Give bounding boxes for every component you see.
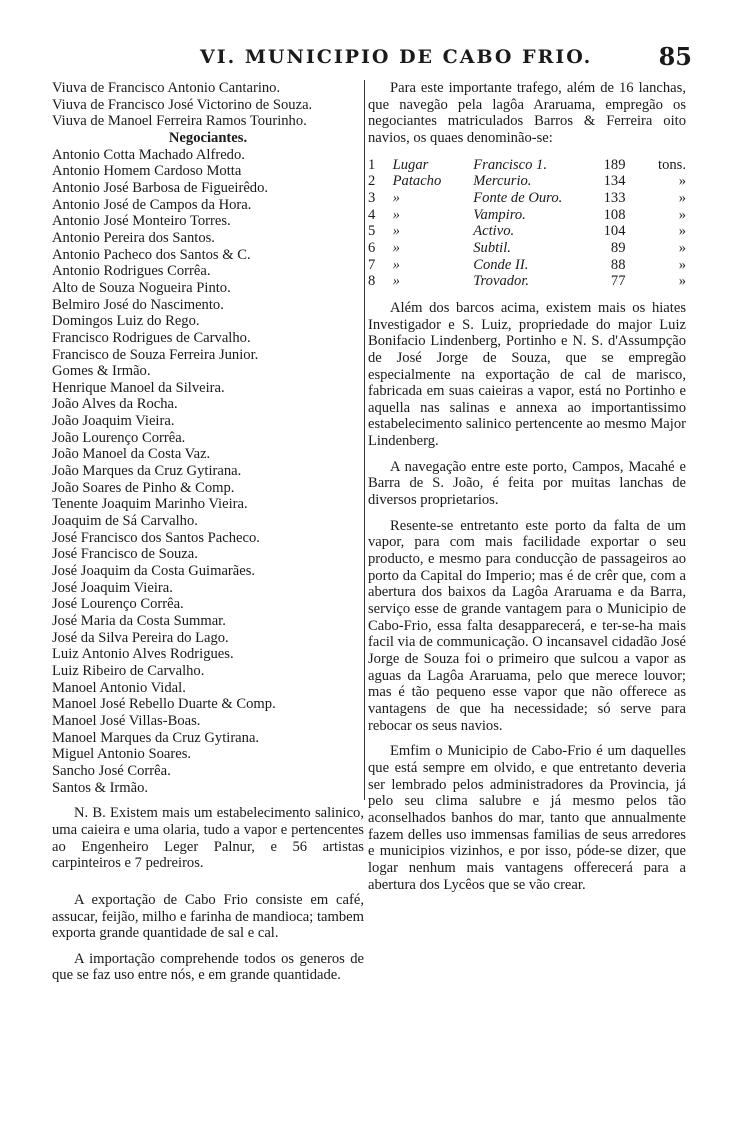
ship-unit: » [678, 256, 686, 273]
merchant-entry: Luiz Antonio Alves Rodrigues. [52, 646, 234, 663]
ship-name: Vampiro. [473, 206, 526, 223]
widows-list [52, 80, 364, 130]
ship-tonnage: 77 [610, 273, 626, 290]
closing-paragraph: Emfim o Municipio de Cabo-Frio é um daquelles que está sempre em olvido, e que entretanto deveria ser lembrado pelos administradores da Provincia, já pelo seu clima salubre e já mesmo pelos tão aconselhados banhos do mar, tanto que annualmente fazem delles uso immensas familias de seus arredores e municipios vizinhos, e por isso, póde-se dizer, que logar nenhum mais vantagens offerecerá para a abertura dos Lycêos que se vão crear. [368, 743, 686, 893]
import-paragraph: A importação comprehende todos os generos de que se faz uso entre nós, e em grande quantidade. [52, 950, 364, 984]
ship-number: 8 [368, 273, 376, 290]
widow-entry: Viuva de Francisco Antonio Cantarino. [52, 80, 281, 96]
ship-name: Francisco 1. [473, 156, 548, 173]
ship-type: » [392, 223, 400, 240]
merchant-entry: Francisco de Souza Ferreira Junior. [52, 346, 259, 363]
merchant-entry: Francisco Rodrigues de Carvalho. [52, 329, 251, 346]
merchant-entry: Antonio José de Campos da Hora. [52, 196, 252, 213]
merchant-entry: Antonio Pereira dos Santos. [52, 229, 215, 246]
merchant-entry: Tenente Joaquim Marinho Vieira. [52, 496, 248, 513]
ship-number: 4 [368, 206, 376, 223]
ship-unit: » [678, 239, 686, 256]
ship-unit: tons. [658, 156, 686, 173]
nb-paragraph: N. B. Existem mais um estabelecimento salinico, uma caieira e uma olaria, tudo a vapor e pertencentes ao Engenheiro Leger Palnur, e 56 artistas carpinteiros e 7 pedreiros. [52, 805, 364, 872]
merchant-entry: João Joaquim Vieira. [52, 413, 175, 430]
merchant-entry: Manoel Antonio Vidal. [52, 679, 186, 696]
page-number: 85 [658, 42, 692, 71]
merchant-entry: João Lourenço Corrêa. [52, 429, 186, 446]
merchant-entry: Antonio Pacheco dos Santos & C. [52, 246, 251, 263]
merchant-entry: João Soares de Pinho & Comp. [52, 479, 235, 496]
intro-paragraph: Para este importante trafego, além de 16 lanchas, que navegão pela lagôa Araruama, empregão os negociantes matriculados Barros & Ferreira oito navios, os quaes denominão-se: [368, 80, 686, 146]
merchant-entry: José da Silva Pereira do Lago. [52, 629, 229, 646]
ship-row [368, 190, 686, 207]
merchant-entry: João Manoel da Costa Vaz. [52, 446, 211, 463]
ship-unit: » [678, 173, 686, 190]
merchant-entry: Sancho José Corrêa. [52, 762, 171, 779]
merchant-entry: Belmiro José do Nascimento. [52, 296, 224, 313]
ship-row [368, 240, 686, 257]
merchant-entry: Santos & Irmão. [52, 779, 149, 796]
merchants-heading: Negociantes. [168, 129, 248, 146]
ship-name: Conde II. [473, 256, 529, 273]
merchant-entry: Alto de Souza Nogueira Pinto. [52, 279, 231, 296]
ship-type: » [392, 239, 400, 256]
merchant-entry: José Joaquim da Costa Guimarães. [52, 563, 256, 580]
merchant-entry: Domingos Luiz do Rego. [52, 313, 200, 330]
ship-number: 2 [368, 173, 376, 190]
ship-unit: » [678, 273, 686, 290]
merchant-entry: Henrique Manoel da Silveira. [52, 379, 225, 396]
merchant-entry: José Francisco dos Santos Pacheco. [52, 529, 260, 546]
page-header [52, 42, 692, 82]
merchant-entry: Manoel José Villas-Boas. [52, 712, 201, 729]
merchant-entry: João Alves da Rocha. [52, 396, 178, 413]
merchant-entry: Antonio Homem Cardoso Motta [52, 163, 242, 180]
ship-name: Fonte de Ouro. [473, 189, 563, 206]
merchant-entry: Antonio Rodrigues Corrêa. [52, 263, 211, 280]
ship-name: Trovador. [473, 273, 530, 290]
merchant-entry: José Lourenço Corrêa. [52, 596, 184, 613]
merchant-entry: Luiz Ribeiro de Carvalho. [52, 662, 205, 679]
widow-entry: Viuva de Francisco José Victorino de Souza. [52, 96, 313, 113]
ship-row [368, 157, 686, 174]
navigation-paragraph: A navegação entre este porto, Campos, Macahé e Barra de S. João, é feita por muitas lanchas de diversos proprietarios. [368, 458, 686, 509]
steamer-paragraph: Resente-se entretanto este porto da falta de um vapor, para com mais facilidade exportar o seu producto, e mesmo para conducção de passageiros ao porto da Capital do Imperio; mas é de crêr que, com a abertura dos baixos da Lagôa Araruama e da Barra, serviço esse de grande vantagem para o Municipio de Cabo-Frio, essa falta desapparecerá, e ter-se-ha mais facil via de communicação. O incansavel cidadão José Jorge de Souza foi o primeiro que sulcou a vapor as aguas da Lagôa Araruama, pelo que merece louvor; mas é tão pequeno esse vapor que não offerece as vantagens de que ha necessidade; só serve para rebocar os seus navios. [368, 517, 686, 734]
ship-number: 6 [368, 239, 376, 256]
ship-type: » [392, 206, 400, 223]
merchant-entry: Joaquim de Sá Carvalho. [52, 513, 198, 530]
ship-row [368, 207, 686, 224]
ship-row [368, 223, 686, 240]
export-paragraph: A exportação de Cabo Frio consiste em café, assucar, feijão, milho e farinha de mandioca; tambem exporta grande quantidade de sal e cal. [52, 891, 364, 942]
merchant-entry: Antonio Cotta Machado Alfredo. [52, 146, 245, 163]
ship-row [368, 173, 686, 190]
merchant-entry: Gomes & Irmão. [52, 363, 151, 380]
column-divider [364, 80, 365, 800]
ship-name: Activo. [473, 223, 515, 240]
right-column [368, 80, 686, 893]
ship-tonnage: 108 [603, 206, 626, 223]
ship-type: » [392, 189, 400, 206]
merchant-entry: Miguel Antonio Soares. [52, 746, 192, 763]
ship-type: Patacho [392, 173, 442, 190]
ship-number: 5 [368, 223, 376, 240]
ship-tonnage: 134 [603, 173, 626, 190]
merchants-list [52, 147, 364, 797]
ship-row [368, 273, 686, 290]
ship-tonnage: 88 [610, 256, 626, 273]
ship-type: » [392, 256, 400, 273]
page-title: VI. MUNICIPIO DE CABO FRIO. [200, 46, 593, 68]
ship-name: Subtil. [473, 239, 511, 256]
ships-table [368, 157, 686, 290]
ship-number: 7 [368, 256, 376, 273]
ship-name: Mercurio. [473, 173, 532, 190]
ship-type: » [392, 273, 400, 290]
widow-entry: Viuva de Manoel Ferreira Ramos Tourinho. [52, 113, 307, 130]
merchant-entry: João Marques da Cruz Gytirana. [52, 463, 242, 480]
merchant-entry: Manoel Marques da Cruz Gytirana. [52, 729, 260, 746]
ship-number: 3 [368, 189, 376, 206]
ship-number: 1 [368, 156, 376, 173]
merchant-entry: José Maria da Costa Summar. [52, 613, 226, 629]
merchant-entry: José Joaquim Vieira. [52, 579, 173, 596]
ship-tonnage: 189 [603, 156, 626, 173]
ship-row [368, 257, 686, 274]
ship-tonnage: 89 [610, 239, 626, 256]
merchant-entry: Manoel José Rebello Duarte & Comp. [52, 696, 276, 713]
merchant-entry: Antonio José Barbosa de Figueirêdo. [52, 179, 269, 196]
merchant-entry: José Francisco de Souza. [52, 546, 198, 563]
left-column [52, 80, 364, 984]
hiates-paragraph: Além dos barcos acima, existem mais os hiates Investigador e S. Luiz, propriedade do major Luiz Bonifacio Lindenberg, Portinho e N. S. d'Assumpção de José Jorge de Souza, que se empregão especialmente na exportação de cal de marisco, fabricada em suas caieiras a vapor, está no Portinho e aquella nas salinas e annexa ao importantissimo estabelecimento salinico pertencente ao mesmo Major Lindenberg. [368, 299, 686, 450]
ship-unit: » [678, 206, 686, 223]
ship-unit: » [678, 189, 686, 206]
ship-tonnage: 133 [603, 189, 626, 206]
ship-type: Lugar [392, 156, 429, 173]
ship-tonnage: 104 [603, 223, 626, 240]
merchant-entry: Antonio José Monteiro Torres. [52, 213, 231, 230]
ship-unit: » [678, 223, 686, 240]
